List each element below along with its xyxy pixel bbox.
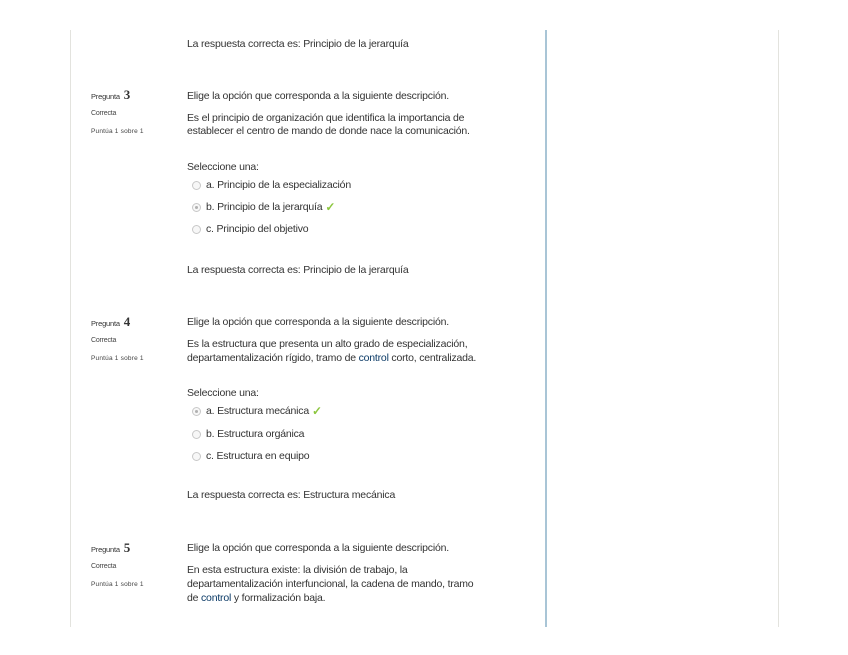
text-segment: departamentalización rígido, tramo de (187, 352, 359, 364)
answer-option-b[interactable] (192, 427, 304, 441)
question-state: Correcta (91, 110, 117, 117)
answer-option-label: a. Estructura mecánica (206, 405, 309, 417)
check-icon: ✓ (325, 200, 336, 214)
text-segment: corto, centralizada. (388, 352, 477, 364)
question-text-line (187, 351, 476, 365)
question-grade: Puntúa 1 sobre 1 (91, 355, 144, 362)
question-number: Pregunta 3 (91, 87, 131, 102)
question-text-line: departamentalización interfuncional, la cadena de mando, tramo (187, 578, 474, 590)
answer-option-b[interactable] (192, 200, 335, 214)
question-text-line: establecer el centro de mando de donde nace la comunicación. (187, 125, 470, 137)
question-grade: Puntúa 1 sobre 1 (91, 128, 144, 135)
left-column-divider (70, 30, 71, 627)
answer-option-label: b. Estructura orgánica (206, 428, 305, 440)
radio-icon[interactable] (192, 430, 201, 439)
right-column-divider (778, 30, 779, 627)
question-text-line: Es la estructura que presenta un alto grado de especialización, (187, 338, 468, 350)
answer-option-label: c. Principio del objetivo (206, 223, 309, 235)
question-grade: Puntúa 1 sobre 1 (91, 581, 144, 588)
check-icon: ✓ (311, 404, 322, 418)
question-prompt: Elige la opción que corresponda a la siguiente descripción. (187, 542, 449, 554)
radio-icon[interactable] (192, 203, 201, 212)
previous-question-feedback: La respuesta correcta es: Principio de la jerarquía (187, 38, 409, 50)
content-sidebar-divider (545, 30, 547, 627)
glossary-link-control[interactable]: control (358, 352, 389, 364)
radio-icon[interactable] (192, 181, 201, 190)
answer-option-c[interactable] (192, 449, 309, 463)
question-state: Correcta (91, 337, 117, 344)
glossary-link-control[interactable]: control (201, 592, 232, 604)
text-segment: de (187, 592, 201, 604)
radio-icon[interactable] (192, 407, 201, 416)
question-text-line: Es el principio de organización que identifica la importancia de (187, 112, 465, 124)
question-state: Correcta (91, 563, 117, 570)
question-prompt: Elige la opción que corresponda a la siguiente descripción. (187, 316, 449, 328)
answer-option-a[interactable] (192, 404, 322, 418)
question-number: Pregunta 4 (91, 314, 131, 329)
answer-option-c[interactable] (192, 222, 308, 236)
answer-option-label: b. Principio de la jerarquía (206, 201, 323, 213)
question-number: Pregunta 5 (91, 540, 131, 555)
text-segment: y formalización baja. (231, 592, 326, 604)
select-label: Seleccione una: (187, 161, 259, 173)
radio-icon[interactable] (192, 452, 201, 461)
answer-option-a[interactable] (192, 178, 351, 192)
answer-option-label: a. Principio de la especialización (206, 179, 351, 191)
correct-answer-feedback: La respuesta correcta es: Principio de la jerarquía (187, 264, 409, 276)
select-label: Seleccione una: (187, 387, 259, 399)
question-text-line (187, 591, 325, 605)
radio-icon[interactable] (192, 225, 201, 234)
correct-answer-feedback: La respuesta correcta es: Estructura mecánica (187, 489, 396, 501)
answer-option-label: c. Estructura en equipo (206, 450, 310, 462)
question-text-line: En esta estructura existe: la división de trabajo, la (187, 564, 408, 576)
question-prompt: Elige la opción que corresponda a la siguiente descripción. (187, 90, 449, 102)
